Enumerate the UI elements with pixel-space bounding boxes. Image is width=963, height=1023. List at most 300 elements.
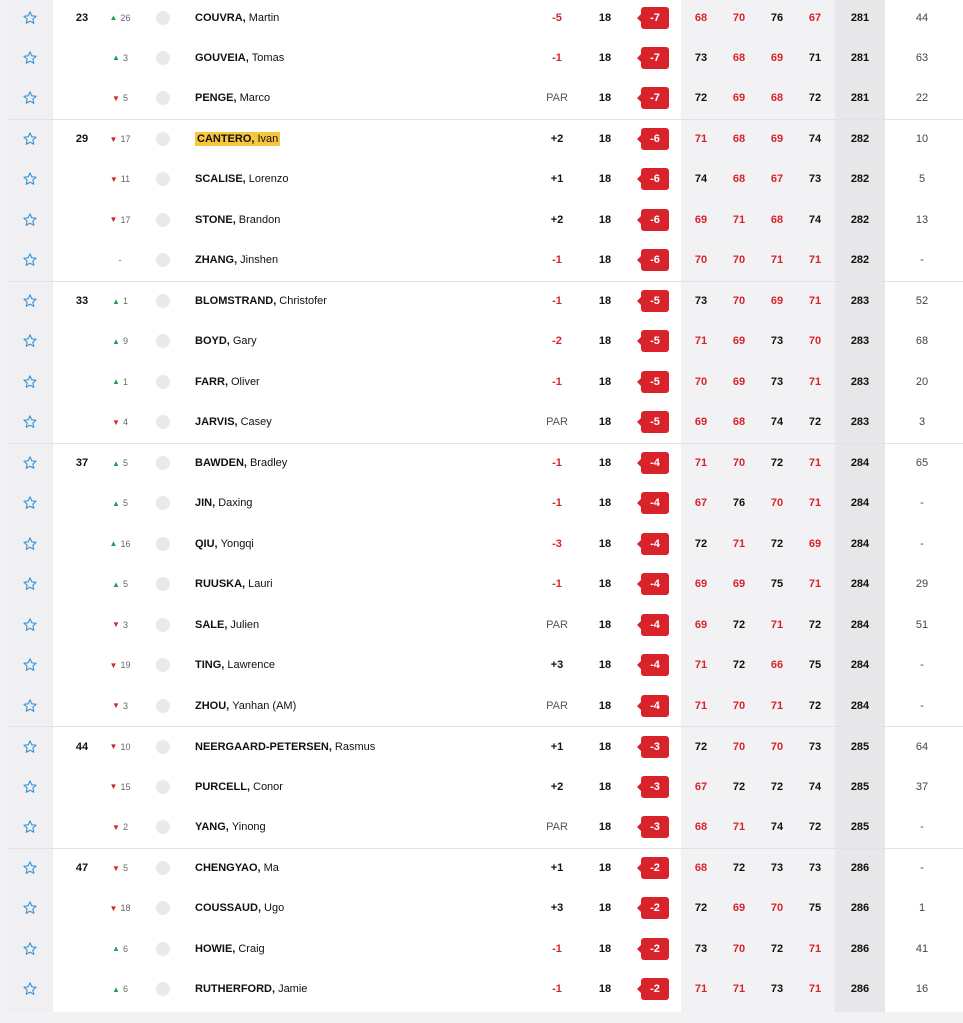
today-score: PAR xyxy=(546,416,568,429)
star-icon[interactable] xyxy=(7,929,53,970)
today-score: +2 xyxy=(550,133,564,146)
arrow-down-icon: ▼ xyxy=(109,903,118,913)
flag-placeholder xyxy=(156,213,170,227)
player-name[interactable] xyxy=(195,888,525,929)
to-par-value: -6 xyxy=(641,249,669,271)
round-1-score: 74 xyxy=(694,173,708,186)
country-flag-icon xyxy=(152,38,174,79)
movement-value: 17 xyxy=(120,214,131,225)
total-score: 283 xyxy=(850,295,870,308)
table-row[interactable] xyxy=(7,78,963,119)
movement-value: 16 xyxy=(120,538,131,549)
player-name[interactable] xyxy=(195,645,525,686)
table-row[interactable] xyxy=(7,726,963,767)
thru-holes: 18 xyxy=(598,659,612,672)
star-icon[interactable] xyxy=(7,888,53,929)
country-flag-icon xyxy=(152,605,174,646)
player-name-text[interactable] xyxy=(195,335,257,347)
today-score: -1 xyxy=(552,983,562,996)
table-row[interactable] xyxy=(7,969,963,1010)
player-name-text[interactable] xyxy=(195,92,270,104)
previous-position: 52 xyxy=(915,295,929,308)
round-2-score: 68 xyxy=(732,416,746,429)
player-last-name: CHENGYAO, xyxy=(195,862,261,875)
thru-holes: 18 xyxy=(598,578,612,591)
movement-cell xyxy=(105,888,135,929)
thru-holes: 18 xyxy=(598,375,612,388)
star-outline-icon xyxy=(22,293,38,309)
thru-holes: 18 xyxy=(598,497,612,510)
star-icon[interactable] xyxy=(7,605,53,646)
round-3-score: 73 xyxy=(770,375,784,388)
round-2-score: 69 xyxy=(732,92,746,105)
arrow-up-icon: ▲ xyxy=(112,377,120,387)
flag-placeholder xyxy=(156,456,170,470)
star-outline-icon xyxy=(22,374,38,390)
table-row[interactable] xyxy=(7,483,963,524)
to-par-value: -5 xyxy=(641,290,669,312)
player-last-name: TING, xyxy=(195,659,225,672)
star-outline-icon xyxy=(22,617,38,633)
table-row[interactable] xyxy=(7,200,963,241)
player-name[interactable] xyxy=(195,444,525,484)
star-outline-icon xyxy=(22,333,38,349)
today-score: -5 xyxy=(552,11,562,24)
star-icon[interactable] xyxy=(7,402,53,443)
player-last-name: JIN, xyxy=(195,497,216,510)
star-outline-icon xyxy=(22,698,38,714)
player-name-text[interactable] xyxy=(195,619,259,631)
flag-placeholder xyxy=(156,334,170,348)
today-score: +3 xyxy=(550,902,564,915)
player-name-text[interactable] xyxy=(195,376,260,388)
country-flag-icon xyxy=(152,686,174,727)
star-outline-icon xyxy=(22,941,38,957)
arrow-down-icon: ▼ xyxy=(109,174,118,184)
player-name[interactable] xyxy=(195,605,525,646)
previous-position: 51 xyxy=(915,618,929,631)
position-cell xyxy=(67,159,97,200)
to-par-badge xyxy=(639,888,671,929)
previous-position: 37 xyxy=(915,780,929,793)
player-name-text[interactable] xyxy=(195,132,280,146)
today-score: +1 xyxy=(550,173,564,186)
movement-value: 3 xyxy=(122,52,128,63)
arrow-down-icon: ▼ xyxy=(109,742,118,752)
round-3-score: 68 xyxy=(770,92,784,105)
player-first-name: Yanhan (AM) xyxy=(232,699,297,712)
round-3-score: 76 xyxy=(770,11,784,24)
player-name[interactable] xyxy=(195,321,525,362)
movement-value: 15 xyxy=(120,781,131,792)
table-row[interactable] xyxy=(7,767,963,808)
player-name-text[interactable] xyxy=(195,52,284,64)
round-3-score: 73 xyxy=(770,862,784,875)
flag-placeholder xyxy=(156,861,170,875)
round-2-score: 69 xyxy=(732,902,746,915)
to-par-value: -6 xyxy=(641,168,669,190)
table-row[interactable] xyxy=(7,240,963,281)
today-score: -1 xyxy=(552,51,562,64)
to-par-value: -4 xyxy=(641,654,669,676)
to-par-badge xyxy=(639,159,671,200)
thru-holes: 18 xyxy=(598,213,612,226)
player-name[interactable] xyxy=(195,483,525,524)
player-name-text[interactable] xyxy=(195,254,278,266)
star-icon[interactable] xyxy=(7,969,53,1010)
movement-value: 5 xyxy=(122,579,128,590)
player-name[interactable] xyxy=(195,686,525,727)
flag-placeholder xyxy=(156,942,170,956)
thru-holes: 18 xyxy=(598,92,612,105)
round-3-score: 73 xyxy=(770,983,784,996)
arrow-down-icon: ▼ xyxy=(109,134,118,144)
previous-position: 10 xyxy=(915,133,929,146)
country-flag-icon xyxy=(152,159,174,200)
star-icon[interactable] xyxy=(7,645,53,686)
to-par-badge xyxy=(639,524,671,565)
table-row[interactable] xyxy=(7,0,963,38)
round-2-score: 70 xyxy=(732,740,746,753)
to-par-badge xyxy=(639,605,671,646)
round-3-score: 69 xyxy=(770,295,784,308)
table-row[interactable] xyxy=(7,929,963,970)
table-row[interactable] xyxy=(7,402,963,443)
player-last-name: BOYD, xyxy=(195,335,230,348)
total-score: 285 xyxy=(850,740,870,753)
total-score: 284 xyxy=(850,699,870,712)
previous-position: 13 xyxy=(915,213,929,226)
movement-value: 19 xyxy=(120,660,131,671)
round-1-score: 73 xyxy=(694,51,708,64)
total-score: 284 xyxy=(850,659,870,672)
arrow-up-icon: ▲ xyxy=(112,984,120,994)
total-score: 286 xyxy=(850,942,870,955)
star-icon[interactable] xyxy=(7,727,53,767)
total-score: 285 xyxy=(850,821,870,834)
round-4-score: 74 xyxy=(808,780,822,793)
player-last-name: PENGE, xyxy=(195,92,237,105)
thru-holes: 18 xyxy=(598,133,612,146)
movement-value: 1 xyxy=(122,296,128,307)
total-score: 281 xyxy=(850,11,870,24)
round-4-score: 72 xyxy=(808,821,822,834)
arrow-down-icon: ▼ xyxy=(109,782,118,792)
round-2-score: 70 xyxy=(732,699,746,712)
table-row[interactable] xyxy=(7,686,963,727)
player-name-text[interactable] xyxy=(195,781,283,793)
star-icon[interactable] xyxy=(7,444,53,484)
player-name-text[interactable] xyxy=(195,538,254,550)
position-cell xyxy=(67,888,97,929)
movement-cell xyxy=(105,159,135,200)
position-cell xyxy=(67,564,97,605)
flag-placeholder xyxy=(156,11,170,25)
star-icon[interactable] xyxy=(7,0,53,38)
flag-placeholder xyxy=(156,91,170,105)
arrow-down-icon: ▼ xyxy=(112,701,120,711)
player-last-name: FARR, xyxy=(195,375,228,388)
movement-cell xyxy=(105,402,135,443)
round-2-score: 68 xyxy=(732,173,746,186)
player-name-text[interactable] xyxy=(195,902,284,914)
star-icon[interactable] xyxy=(7,38,53,79)
player-name[interactable] xyxy=(195,929,525,970)
star-icon[interactable] xyxy=(7,849,53,889)
round-3-score: 73 xyxy=(770,335,784,348)
player-name[interactable] xyxy=(195,969,525,1010)
to-par-badge xyxy=(639,402,671,443)
table-row[interactable] xyxy=(7,848,963,889)
table-row[interactable] xyxy=(7,159,963,200)
player-first-name: Yinong xyxy=(231,821,266,834)
player-name[interactable] xyxy=(195,120,525,160)
round-4-score: 74 xyxy=(808,213,822,226)
position-cell: 29 xyxy=(75,133,89,146)
flag-placeholder xyxy=(156,537,170,551)
player-first-name: Christofer xyxy=(279,295,327,308)
player-name-text[interactable] xyxy=(195,983,307,995)
player-last-name: BLOMSTRAND, xyxy=(195,295,277,308)
player-name-text[interactable] xyxy=(195,12,279,24)
previous-position: 64 xyxy=(915,740,929,753)
movement-cell xyxy=(105,78,135,119)
arrow-down-icon: ▼ xyxy=(112,620,120,630)
table-row[interactable] xyxy=(7,524,963,565)
thru-holes: 18 xyxy=(598,780,612,793)
country-flag-icon xyxy=(152,767,174,808)
star-icon[interactable] xyxy=(7,240,53,281)
today-score: -1 xyxy=(552,942,562,955)
star-icon[interactable] xyxy=(7,807,53,848)
flag-placeholder xyxy=(156,780,170,794)
movement-value: 18 xyxy=(120,903,131,914)
to-par-badge xyxy=(639,38,671,79)
table-row[interactable] xyxy=(7,281,963,322)
player-name[interactable] xyxy=(195,849,525,889)
to-par-value: -5 xyxy=(641,411,669,433)
total-score: 282 xyxy=(850,133,870,146)
player-last-name: RUTHERFORD, xyxy=(195,983,276,996)
arrow-up-icon: ▲ xyxy=(112,498,120,508)
player-name[interactable] xyxy=(195,38,525,79)
player-last-name: JARVIS, xyxy=(195,416,238,429)
star-outline-icon xyxy=(22,900,38,916)
thru-holes: 18 xyxy=(598,51,612,64)
country-flag-icon xyxy=(152,727,174,767)
thru-holes: 18 xyxy=(598,173,612,186)
round-1-score: 69 xyxy=(694,416,708,429)
player-name-text[interactable] xyxy=(195,821,266,833)
player-name-text[interactable] xyxy=(195,659,275,671)
player-name-text[interactable] xyxy=(195,862,279,874)
round-3-score: 72 xyxy=(770,942,784,955)
movement-value: 6 xyxy=(122,984,128,995)
arrow-up-icon: ▲ xyxy=(112,53,120,63)
today-score: -1 xyxy=(552,254,562,267)
country-flag-icon xyxy=(152,524,174,565)
round-4-score: 71 xyxy=(808,375,822,388)
player-last-name: HOWIE, xyxy=(195,942,236,955)
round-3-score: 68 xyxy=(770,213,784,226)
player-name-text[interactable] xyxy=(195,457,287,469)
star-icon[interactable] xyxy=(7,282,53,322)
round-2-score: 69 xyxy=(732,578,746,591)
player-name[interactable] xyxy=(195,564,525,605)
to-par-value: -4 xyxy=(641,573,669,595)
round-4-score: 70 xyxy=(808,335,822,348)
to-par-value: -3 xyxy=(641,816,669,838)
to-par-badge xyxy=(639,727,671,767)
player-name-text[interactable] xyxy=(195,416,272,428)
round-4-score: 72 xyxy=(808,618,822,631)
star-outline-icon xyxy=(22,212,38,228)
player-name-text[interactable] xyxy=(195,295,327,307)
star-outline-icon xyxy=(22,252,38,268)
star-icon[interactable] xyxy=(7,483,53,524)
round-2-score: 72 xyxy=(732,862,746,875)
total-score: 282 xyxy=(850,254,870,267)
arrow-down-icon: ▼ xyxy=(109,660,118,670)
to-par-badge xyxy=(639,240,671,281)
player-name-text[interactable] xyxy=(195,214,280,226)
player-name-text[interactable] xyxy=(195,497,252,509)
thru-holes: 18 xyxy=(598,942,612,955)
country-flag-icon xyxy=(152,282,174,322)
table-row[interactable] xyxy=(7,605,963,646)
round-1-score: 72 xyxy=(694,537,708,550)
star-icon[interactable] xyxy=(7,78,53,119)
round-2-score: 70 xyxy=(732,295,746,308)
star-outline-icon xyxy=(22,860,38,876)
table-row[interactable] xyxy=(7,807,963,848)
round-4-score: 71 xyxy=(808,254,822,267)
round-3-score: 74 xyxy=(770,416,784,429)
to-par-value: -4 xyxy=(641,695,669,717)
player-name[interactable] xyxy=(195,402,525,443)
player-name[interactable] xyxy=(195,200,525,241)
player-name[interactable] xyxy=(195,282,525,322)
round-1-score: 71 xyxy=(694,133,708,146)
movement-cell xyxy=(105,240,135,281)
player-first-name: Jinshen xyxy=(240,254,279,267)
star-icon[interactable] xyxy=(7,767,53,808)
player-name[interactable] xyxy=(195,807,525,848)
country-flag-icon xyxy=(152,120,174,160)
round-2-score: 70 xyxy=(732,11,746,24)
movement-cell xyxy=(105,807,135,848)
star-icon[interactable] xyxy=(7,564,53,605)
player-name[interactable] xyxy=(195,159,525,200)
table-row[interactable] xyxy=(7,119,963,160)
star-icon[interactable] xyxy=(7,200,53,241)
round-1-score: 72 xyxy=(694,92,708,105)
flag-placeholder xyxy=(156,496,170,510)
country-flag-icon xyxy=(152,402,174,443)
previous-position: 22 xyxy=(915,92,929,105)
player-name[interactable] xyxy=(195,362,525,403)
round-1-score: 70 xyxy=(694,254,708,267)
player-first-name: Lauri xyxy=(248,578,273,591)
star-outline-icon xyxy=(22,739,38,755)
player-name-text[interactable] xyxy=(195,173,289,185)
movement-cell xyxy=(105,849,135,889)
today-score: PAR xyxy=(546,699,568,712)
movement-cell xyxy=(105,282,135,322)
total-score: 285 xyxy=(850,780,870,793)
player-name[interactable] xyxy=(195,0,525,38)
round-2-score: 68 xyxy=(732,133,746,146)
total-score: 286 xyxy=(850,983,870,996)
player-name[interactable] xyxy=(195,78,525,119)
table-row[interactable] xyxy=(7,564,963,605)
to-par-badge xyxy=(639,200,671,241)
table-row[interactable] xyxy=(7,888,963,929)
table-row[interactable] xyxy=(7,362,963,403)
position-cell xyxy=(67,807,97,848)
round-1-score: 71 xyxy=(694,457,708,470)
to-par-badge xyxy=(639,0,671,38)
movement-cell xyxy=(105,483,135,524)
table-row[interactable] xyxy=(7,321,963,362)
to-par-badge xyxy=(639,645,671,686)
player-name-text[interactable] xyxy=(195,943,265,955)
previous-position: 5 xyxy=(918,173,926,186)
today-score: PAR xyxy=(546,821,568,834)
flag-placeholder xyxy=(156,982,170,996)
position-cell xyxy=(67,38,97,79)
to-par-badge xyxy=(639,849,671,889)
flag-placeholder xyxy=(156,740,170,754)
star-icon[interactable] xyxy=(7,686,53,727)
movement-value: 11 xyxy=(120,174,131,185)
table-row[interactable] xyxy=(7,38,963,79)
star-icon[interactable] xyxy=(7,362,53,403)
player-name[interactable] xyxy=(195,727,525,767)
movement-cell xyxy=(105,120,135,160)
player-first-name: Martin xyxy=(248,11,280,24)
player-name-text[interactable] xyxy=(195,700,296,712)
round-4-score: 71 xyxy=(808,983,822,996)
movement-value: 5 xyxy=(122,863,128,874)
previous-position: 3 xyxy=(918,416,926,429)
leaderboard-table xyxy=(7,0,963,1012)
position-cell xyxy=(67,969,97,1010)
position-cell xyxy=(67,321,97,362)
star-icon[interactable] xyxy=(7,321,53,362)
today-score: +1 xyxy=(550,740,564,753)
table-row[interactable] xyxy=(7,645,963,686)
position-cell xyxy=(67,483,97,524)
movement-value: 6 xyxy=(122,943,128,954)
to-par-badge xyxy=(639,483,671,524)
player-name-text[interactable] xyxy=(195,741,375,753)
table-row[interactable] xyxy=(7,443,963,484)
flag-placeholder xyxy=(156,172,170,186)
star-icon[interactable] xyxy=(7,159,53,200)
star-outline-icon xyxy=(22,576,38,592)
flag-placeholder xyxy=(156,658,170,672)
star-icon[interactable] xyxy=(7,120,53,160)
round-2-score: 72 xyxy=(732,659,746,672)
player-name[interactable] xyxy=(195,240,525,281)
player-name[interactable] xyxy=(195,524,525,565)
player-name[interactable] xyxy=(195,767,525,808)
player-name-text[interactable] xyxy=(195,578,273,590)
player-first-name: Jamie xyxy=(278,983,308,996)
movement-value: 2 xyxy=(122,822,128,833)
star-icon[interactable] xyxy=(7,524,53,565)
